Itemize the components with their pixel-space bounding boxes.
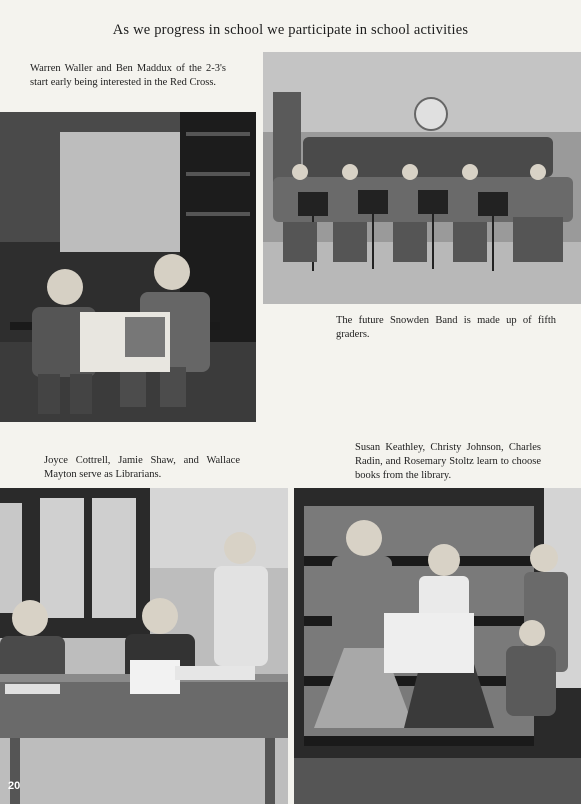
photo-red-cross-readers (0, 112, 256, 422)
caption-red-cross: Warren Waller and Ben Maddux of the 2-3's start early being interested in the Red Cross. (30, 63, 226, 88)
photo-library-books (294, 488, 581, 804)
caption-library: Susan Keathley, Christy Johnson, Charles Radin, and Rosemary Stoltz learn to choose books from the library. (355, 442, 541, 481)
caption-band: The future Snowden Band is made up of fifth graders. (336, 315, 556, 340)
page-title: As we progress in school we participate in school activities (112, 22, 469, 38)
photo-band (263, 52, 581, 304)
page-number: 20 (8, 780, 21, 792)
caption-librarians: Joyce Cottrell, Jamie Shaw, and Wallace Mayton serve as Librarians. (44, 455, 240, 480)
photo-librarians (0, 488, 288, 804)
